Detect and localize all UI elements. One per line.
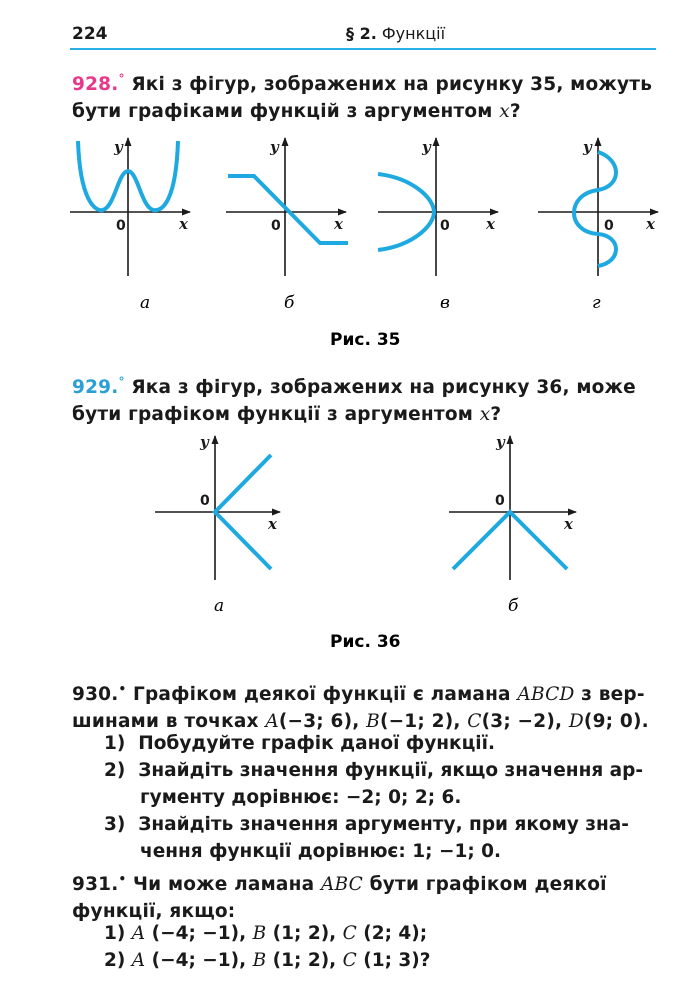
graph-35a [70, 138, 190, 313]
svg-text:в: в [440, 293, 450, 313]
svg-text:б: б [284, 293, 295, 313]
svg-text:x: x [486, 215, 495, 233]
svg-text:y: y [270, 138, 279, 156]
svg-text:y: y [583, 138, 592, 156]
graph-36a [155, 433, 280, 616]
svg-text:x: x [564, 515, 573, 533]
list-item: 1) Побудуйте графік даної функції. [104, 733, 496, 754]
list-item: 2) A (−4; −1), B (1; 2), C (1; 3)? [104, 950, 431, 971]
svg-text:x: x [179, 215, 188, 233]
exercise-930-items: 1) Побудуйте графік даної функції. 2) Знайдіть значення функції, якщо значення ар- гументу дорівнює: −2; 0; 2; 6. 3) Знайдіть значення аргументу, при якому зна- чення функції дорівнює: 1; −1; 0. [104, 730, 664, 865]
svg-text:0: 0 [116, 218, 126, 234]
svg-text:г: г [592, 293, 601, 313]
svg-text:0: 0 [440, 218, 450, 234]
section-title: § 2. Функції [346, 24, 446, 43]
graph-35b-curve [228, 176, 348, 243]
svg-text:б: б [508, 596, 519, 616]
graph-36b [449, 433, 576, 616]
svg-text:x: x [334, 215, 343, 233]
svg-text:0: 0 [495, 493, 505, 509]
svg-text:x: x [646, 215, 655, 233]
list-item: 3) Знайдіть значення аргументу, при якому зна- [104, 814, 629, 835]
graph-35d-curve [574, 152, 616, 266]
graph-35c [378, 138, 498, 313]
exercise-930: 930.• Графіком деякої функції є ламана ABCD з вер- шинами в точках A(−3; 6), B(−1; 2), C(3; −2), D(9; 0). [72, 682, 649, 733]
figure-36-caption: Рис. 36 [330, 632, 401, 652]
svg-text:y: y [496, 433, 505, 451]
svg-text:0: 0 [200, 493, 210, 509]
svg-text:а: а [140, 293, 151, 313]
exercise-number: 928. [72, 74, 119, 96]
list-item: 2) Знайдіть значення функції, якщо значення ар- [104, 760, 644, 781]
exercise-931: 931.• Чи може ламана ABC бути графіком деякої функції, якщо: [72, 872, 607, 923]
exercise-931-items [104, 920, 664, 974]
page-number: 224 [72, 24, 108, 44]
svg-text:а: а [214, 596, 225, 616]
svg-text:y: y [422, 138, 431, 156]
svg-text:0: 0 [271, 218, 281, 234]
svg-text:y: y [114, 138, 123, 156]
list-item: 1) A (−4; −1), B (1; 2), C (2; 4); [104, 923, 428, 944]
exercise-928: 928.° Які з фігур, зображених на рисунку 35, можуть бути графіками функцій з аргументом x? [72, 72, 653, 123]
exercise-number: 931. [72, 874, 119, 896]
exercise-number: 929. [72, 377, 119, 399]
figure-35-caption: Рис. 35 [330, 330, 401, 350]
exercise-929: 929.° Яка з фігур, зображених на рисунку 36, може бути графіком функції з аргументом x? [72, 375, 636, 426]
svg-text:y: y [200, 433, 209, 451]
graph-35b [226, 138, 348, 313]
graph-35d [538, 138, 658, 313]
exercise-number: 930. [72, 684, 119, 706]
svg-text:0: 0 [604, 218, 614, 234]
svg-text:x: x [268, 515, 277, 533]
